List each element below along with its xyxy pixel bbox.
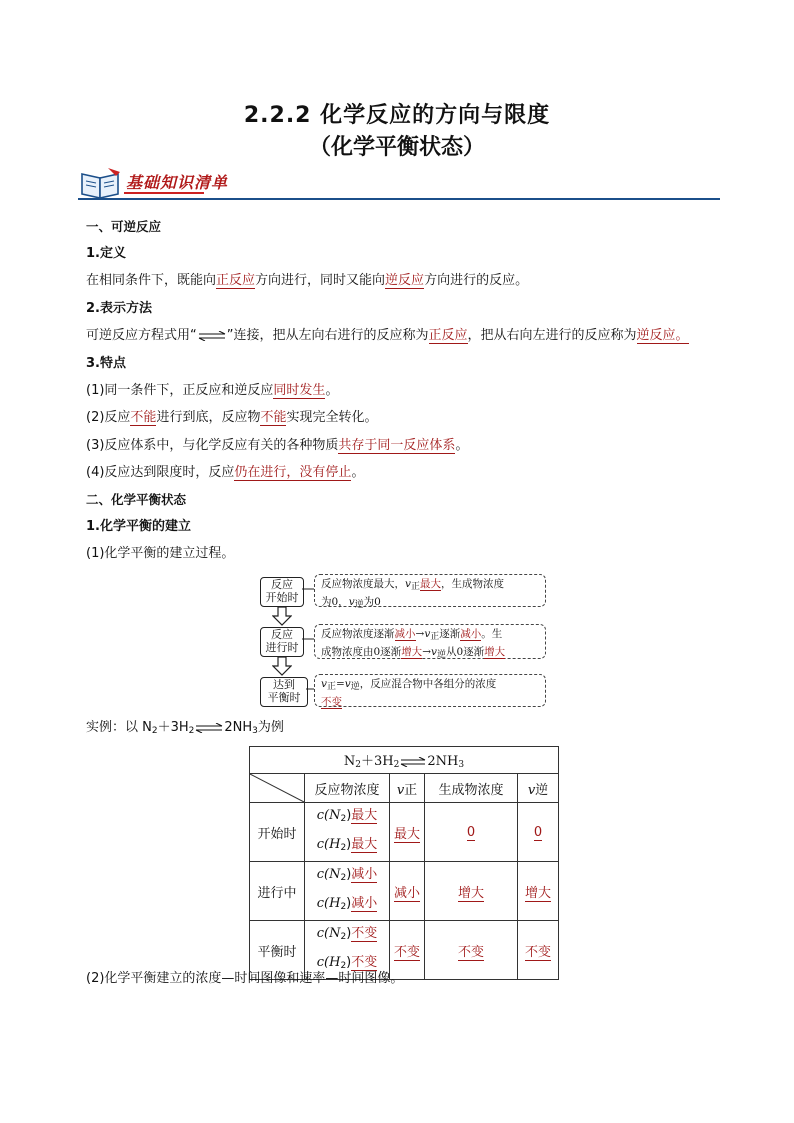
col-header-v-reverse: v逆: [518, 774, 559, 803]
section-banner-label: 基础知识清单: [126, 173, 229, 192]
answer-blank: 增大: [484, 646, 506, 658]
graphs-text: (2)化学平衡建立的浓度—时间图像和速率—时间图像。: [86, 971, 404, 986]
open-book-icon: [78, 166, 124, 200]
banner-accent-rule: [124, 192, 204, 194]
down-arrow-icon: [272, 656, 292, 676]
v-reverse-cell: 不变: [518, 921, 559, 980]
col-header-v-forward: v正: [390, 774, 425, 803]
section-heading-equilibrium: 二、化学平衡状态: [86, 492, 187, 507]
product-cell: 0: [425, 803, 518, 862]
reversible-arrow-icon: [197, 331, 227, 341]
feature-2: (2)反应不能进行到底，反应物不能实现完全转化。: [86, 410, 378, 425]
table-title-row: $N_2+3H_2$ $2NH_3$: [250, 747, 559, 774]
answer-blank: 仍在进行，没有停止: [234, 465, 352, 480]
v-reverse-cell: 0: [518, 803, 559, 862]
answer-blank: 逆反应: [385, 273, 425, 288]
example-text: 实例：以 $N_2+3H_2$ $2NH_3$为例: [86, 720, 284, 736]
banner-rule: [78, 198, 720, 200]
establish-process-text: (1)化学平衡的建立过程。: [86, 546, 235, 561]
representation-text: 可逆反应方程式用“ ”连接，把从左向右进行的反应称为正反应，把从右向左进行的反应称为逆反应。: [86, 328, 689, 343]
flow-box-equilibrium: 达到 平衡时: [260, 677, 308, 707]
row-label: 开始时: [250, 803, 305, 862]
answer-blank: 不能: [130, 410, 157, 425]
reactant-cell: $c(N_2)$最大 $c(H_2)$最大: [305, 803, 390, 862]
answer-blank: 逆反应。: [636, 328, 689, 343]
v-forward-cell: 不变: [390, 921, 425, 980]
page-subtitle: （化学平衡状态）: [308, 135, 485, 160]
answer-blank: 不能: [260, 410, 287, 425]
diagonal-line: [250, 774, 304, 802]
v-forward-cell: 最大: [390, 803, 425, 862]
reaction-table: [249, 746, 559, 980]
row-label: 进行中: [250, 862, 305, 921]
answer-blank: 正反应: [428, 328, 468, 343]
feature-4: (4)反应达到限度时，反应仍在进行，没有停止。: [86, 465, 365, 480]
answer-blank: 最大: [419, 578, 441, 590]
flow-desc-equilibrium: v正=v逆，反应混合物中各组分的浓度 不变: [314, 674, 546, 707]
reversible-arrow-icon: [399, 757, 427, 767]
answer-blank: 增大: [401, 646, 423, 658]
definition-heading: 1.定义: [86, 246, 126, 261]
equilibrium-establish-heading: 1.化学平衡的建立: [86, 519, 191, 534]
down-arrow-icon: [272, 606, 292, 626]
answer-blank: 减小: [394, 628, 416, 640]
answer-blank: 正反应: [216, 273, 256, 288]
feature-3: (3)反应体系中，与化学反应有关的各种物质共存于同一反应体系。: [86, 438, 469, 453]
flow-box-start: 反应 开始时: [260, 577, 304, 607]
answer-blank: 不变: [321, 696, 342, 708]
v-reverse-cell: 增大: [518, 862, 559, 921]
flow-desc-progress: 反应物浓度逐渐减小→v正逐渐减小。生 成物浓度由0逐渐增大→v逆从0逐渐增大: [314, 624, 546, 659]
answer-blank: 共存于同一反应体系: [338, 438, 456, 453]
row-label: 平衡时: [250, 921, 305, 980]
v-forward-cell: 减小: [390, 862, 425, 921]
features-heading: 3.特点: [86, 356, 126, 371]
answer-blank: 同时发生: [273, 383, 326, 398]
table-row: [250, 862, 559, 921]
product-cell: 不变: [425, 921, 518, 980]
col-header-reactant: 反应物浓度: [305, 774, 390, 803]
section-heading-reversible: 一、可逆反应: [86, 219, 162, 234]
col-header-product: 生成物浓度: [425, 774, 518, 803]
flow-desc-start: 反应物浓度最大，v正最大，生成物浓度 为0，v逆为0: [314, 574, 546, 607]
reactant-cell: $c(N_2)$不变 $c(H_2)$不变: [305, 921, 390, 980]
flow-box-progress: 反应 进行时: [260, 627, 304, 657]
reversible-arrow-icon: [194, 723, 224, 733]
page-title: 2.2.2 化学反应的方向与限度: [243, 103, 551, 128]
product-cell: 增大: [425, 862, 518, 921]
definition-text: 在相同条件下，既能向正反应方向进行，同时又能向逆反应方向进行的反应。: [86, 273, 529, 288]
reactant-cell: $c(N_2)$减小 $c(H_2)$减小: [305, 862, 390, 921]
feature-1: (1)同一条件下，正反应和逆反应同时发生。: [86, 383, 339, 398]
diagonal-header-cell: [250, 774, 305, 803]
table-row: [250, 803, 559, 862]
representation-heading: 2.表示方法: [86, 301, 152, 316]
answer-blank: 减小: [460, 628, 482, 640]
